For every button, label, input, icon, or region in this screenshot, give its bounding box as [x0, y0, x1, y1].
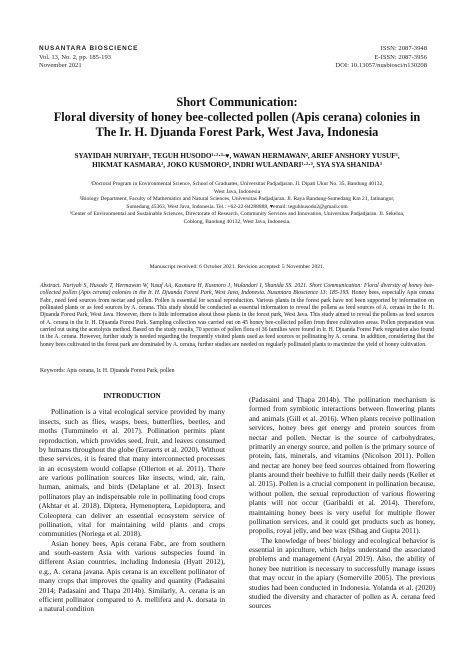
paper-title [40, 95, 434, 141]
journal-header-right [335, 45, 427, 71]
affiliation-line: West Java, Indonesia [213, 188, 261, 195]
journal-volume: Vol. 13, No. 2, pp. 185-193 [39, 53, 112, 61]
journal-header-left [39, 45, 138, 71]
authors-line-2: HIKMAT KASMARA², JOKO KUSMORO², INDRI WULANDARI¹·²·³, SYA SYA SHANIDA³ [92, 161, 382, 170]
keywords: Keywords: Apis cerana, Ir. H. Djuanda Forest Park, pollen [40, 368, 175, 374]
journal-name: NUSANTARA BIOSCIENCE [39, 45, 139, 52]
body-paragraph: Pollination is a vital ecological service provided by many insects, such as flies, wasps, bees, butterflies, beetles, and moths (Tumminelo et al. 2017). Pollination permits plant reproduction, which provides seed, fruit, and leaves consumed by humans throughout the globe (Eeraerts et al. 2020). Without these services, it is feared that many interconnected processes in an ecosystem would collapse (Ollerton et al. 2011). There are various pollination sources like insects, wind, air, rain, human, animals, and birds (Delaplane et al. 2013). Insect pollinators play an indispensable role in pollinating food crops (Akhtar et al. 2018). Diptera, Hymenoptera, Lepidoptera, and Coleoptera can deliver an essential ecosystem service of pollination, vital for maintaining wild plants and crops communities (Noriega et al. 2018). [39, 407, 225, 539]
title-line-1: Short Communication: [176, 95, 298, 109]
introduction-heading: INTRODUCTION [103, 392, 161, 400]
issn: ISSN: 2087-3948 [380, 45, 427, 52]
body-paragraph: Asian honey bees, Apis cerana Fabr., are from southern and south-eastern Asia with various subspecies found in different Asian countries, including Indonesia (Hyatt 2012), e.g., A. cerana javana. Apis cerana is an excellent pollinator of many crops that improves the quality and quantity (Padasaini 2014; Padasaini and Thapa 2014b). Similarly, A. cerana is an efficient pollinator compared to A. mellifera and A. dorsata in a natural condition [39, 538, 225, 614]
doi-link[interactable]: DOI: 10.13057/nusbiosci/n130208 [335, 62, 427, 70]
author-list [40, 152, 434, 170]
manuscript-dates: Manuscript received: 6 October 2021. Revision accepted: 5 November 2021. [149, 264, 325, 270]
left-column [39, 382, 225, 614]
body-paragraph: (Padasaini and Thapa 2014b). The pollination mechanism is formed from symbiotic interactions between flowering plants and animals (Gill et al. 2016). When plants receive pollination services, honey bees get energy and protein sources from nectar and pollen. Nectar is the source of carbohydrates, primarily an energy source, and pollen is the primary source of protein, fats, minerals, and vitamins (Nicolson 2011). Pollen and nectar are honey bee feed sources obtained from flowering plants around their beehive to fulfill their daily needs (Keller et al. 2015). Pollen is a crucial component in pollination because, without pollen, the sexual reproduction of various flowering plants will not occur (Garibaldi et al. 2014). Therefore, maintaining honey bees is very useful for multiple flower pollination services, and it could get products such as honey, propolis, royal jelly, and bee wax (Sihag and Gupta 2011). [249, 395, 435, 536]
journal-date: November 2021 [39, 62, 82, 70]
abstract-body: Honey bees, especially Apis cerana Fabr., need feed sources from nectar and pollen. Pollen is essential for sexual reproduction. Various plants in the forest park have not been supported by information on pollinated plants or as feed sources by A. cerana. This study should be conducted as essential information to reveal the pollens as feed sources of A. cerana in the Ir. H. Djuanda Forest Park, West Java. However, there is little information about those plants in the forest park, West Java. This study aimed to reveal the pollens as feed sources of A. cerana in the Ir. H. Djuanda Forest Park. Sampling collection was carried out on 45 honey bee-collected pollen from three cultivation areas. Pollen preparation was carried out using the acetolysis method. Based on the study results, 70 species of pollen flora of 36 families were found in Ir. H. Djuanda Forest Park vegetation also found in the A. cerana. However, further study is needed regarding the frequently visited plants used as feed sources or pollinating by A. cerana. In addition, considering that the honey bees cultivated in the forest park are dominated by A. cerana, further studies are needed on regularly pollinated plants to maximize the yield of honey cultivation. [40, 290, 434, 348]
title-line-2: Floral diversity of honey bee-collected pollen (Apis cerana) colonies in [53, 110, 421, 125]
eissn: E-ISSN: 2087-3956 [374, 53, 427, 61]
affiliations [48, 181, 426, 227]
affiliation-line: ¹Doctoral Program in Environmental Science, School of Graduates, Universitas Padjadjaran. Jl. Dipati Ukur No. 35, Bandung 40132, [90, 181, 384, 187]
authors-line-1: SYAYIDAH NURIYAH¹, TEGUH HUSODO¹·²·³·♥, WAWAN HERMAWAN², ARIEF ANSHORY YUSUF³, [74, 152, 400, 160]
title-line-3: The Ir. H. Djuanda Forest Park, West Java, Indonesia [95, 125, 379, 140]
affiliation-line: Coblong, Bandung 40132, West Java, Indonesia. [183, 218, 291, 225]
body-paragraph: The knowledge of bees' biology and ecological behavior is essential in apiculture, which helps understand the associated problems and management (Aryal 2019). Also, the ability of honey bee nutrition is necessary to successfully manage issues that may occur in the apiary (Somerville 2005). The previous studies had been conducted in Indonesia. Yolanda et al. (2020) studied the diversity and character of pollen as A. cerana feed sources [249, 535, 435, 611]
abstract-citation: Abstract. Nuriyah S, Husodo T, Hermawan W, Yusuf AA, Kasmara H, Kusmoro J, Wulandari I, Shanida SS. 2021. Short Communication: Floral diversity of honey bee-collected pollen (Apis cerana) colonies in the Ir. H. Djuanda Forest Park, West Java, Indonesia. Nusantara Bioscience 13: 185-193. [40, 283, 434, 297]
affiliation-line: ²Biology Department, Faculty of Mathematics and Natural Sciences, Universitas Padjadjaran. Jl. Raya Bandung-Sumedang Km 21, Jatinangor, [79, 196, 395, 203]
affiliation-line: ³Center of Environmental and Sustainable Sciences, Directorate of Research, Community Services and Innovation, Universitas Padjadjaran. Jl. Sekeloa, [69, 211, 405, 218]
abstract [40, 283, 434, 349]
affiliation-line: Sumedang 45363, West Java, Indonesia. Tel.: +62-22-84288888, ♥email: teguhhusodo2@gmail.com [126, 203, 348, 210]
right-column [249, 395, 435, 611]
